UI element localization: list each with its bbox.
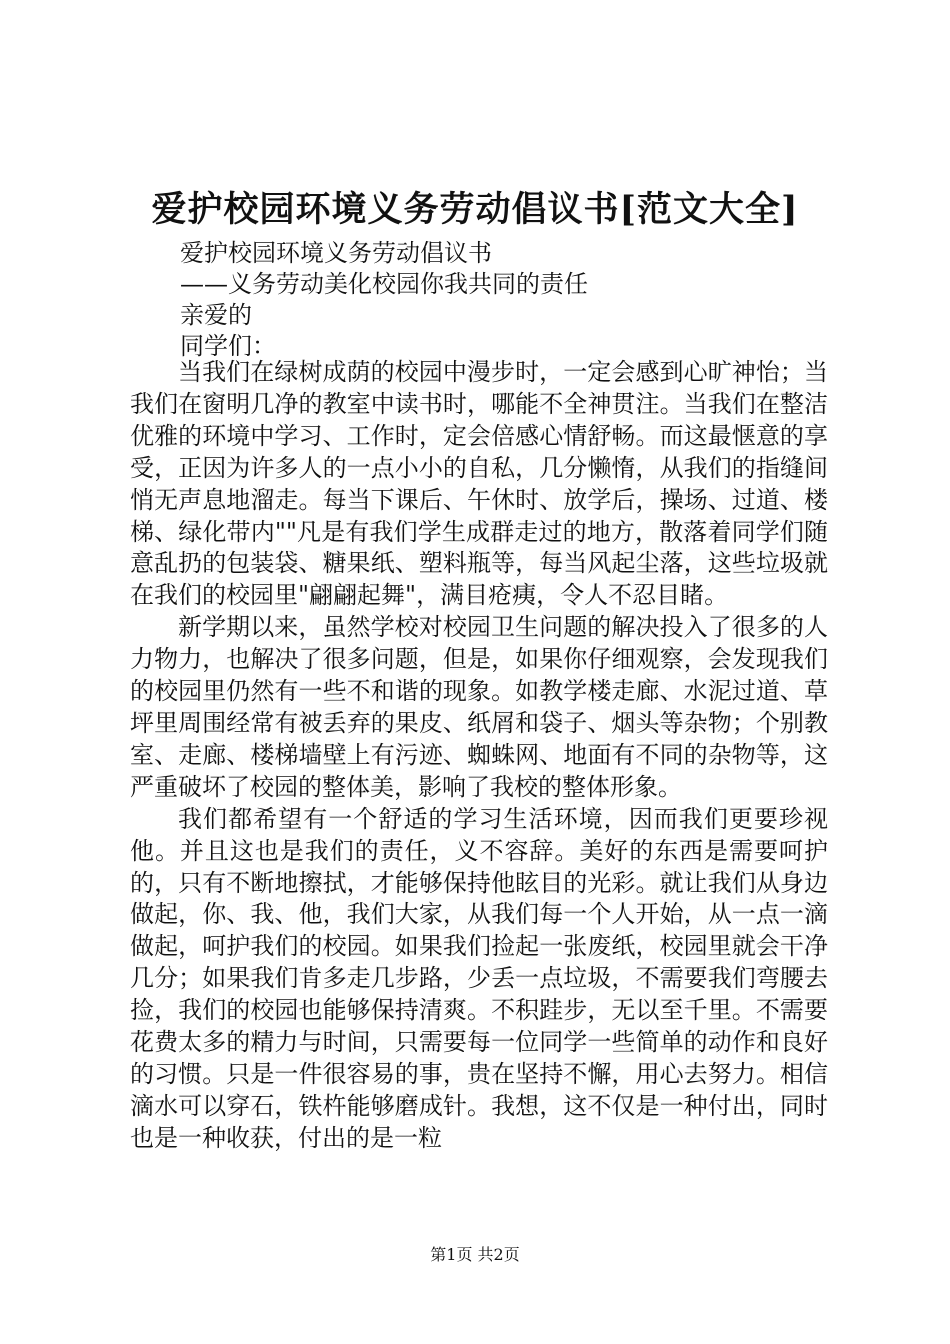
document-tagline: ——义务劳动美化校园你我共同的责任 bbox=[180, 270, 588, 298]
page-footer: 第1页 共2页 bbox=[430, 1245, 520, 1264]
page-title: 爱护校园环境义务劳动倡议书[范文大全] bbox=[151, 189, 799, 230]
document-body bbox=[130, 357, 828, 1155]
body-paragraph: 新学期以来，虽然学校对校园卫生问题的解决投入了很多的人力物力，也解决了很多问题，但是，如果你仔细观察，会发现我们的校园里仍然有一些不和谐的现象。如教学楼走廊、水泥过道、草坪里周围经常有被丢弃的果皮、纸屑和袋子、烟头等杂物；个别教室、走廊、楼梯墙壁上有污迹、蜘蛛网、地面有不同的杂物等，这严重破坏了校园的整体美，影响了我校的整体形象。 bbox=[130, 613, 828, 801]
document-subtitle: 爱护校园环境义务劳动倡议书 bbox=[180, 239, 492, 267]
body-paragraph: 我们都希望有一个舒适的学习生活环境，因而我们更要珍视他。并且这也是我们的责任，义不容辞。美好的东西是需要呵护的，只有不断地擦拭，才能够保持他眩目的光彩。就让我们从身边做起，你、我、他，我们大家，从我们每一个人开始，从一点一滴做起，呵护我们的校园。如果我们捡起一张废纸，校园里就会干净几分；如果我们肯多走几步路，少丢一点垃圾，不需要我们弯腰去捡，我们的校园也能够保持清爽。不积跬步，无以至千里。不需要花费太多的精力与时间，只需要每一位同学一些简单的动作和良好的习惯。只是一件很容易的事，贵在坚持不懈，用心去努力。相信滴水可以穿石，铁杵能够磨成针。我想，这不仅是一种付出，同时也是一种收获，付出的是一粒 bbox=[130, 804, 828, 1152]
body-paragraph: 当我们在绿树成荫的校园中漫步时，一定会感到心旷神怡；当我们在窗明几净的教室中读书时，哪能不全神贯注。当我们在整洁优雅的环境中学习、工作时，定会倍感心情舒畅。而这最惬意的享受，正因为许多人的一点小小的自私，几分懒惰，从我们的指缝间悄无声息地溜走。每当下课后、午休时、放学后，操场、过道、楼梯、绿化带内""凡是有我们学生成群走过的地方，散落着同学们随意乱扔的包装袋、糖果纸、塑料瓶等，每当风起尘落，这些垃圾就在我们的校园里"翩翩起舞"，满目疮痍，令人不忍目睹。 bbox=[130, 358, 828, 610]
salutation-line-1: 亲爱的 bbox=[180, 301, 252, 329]
salutation-line-2: 同学们： bbox=[180, 332, 276, 360]
